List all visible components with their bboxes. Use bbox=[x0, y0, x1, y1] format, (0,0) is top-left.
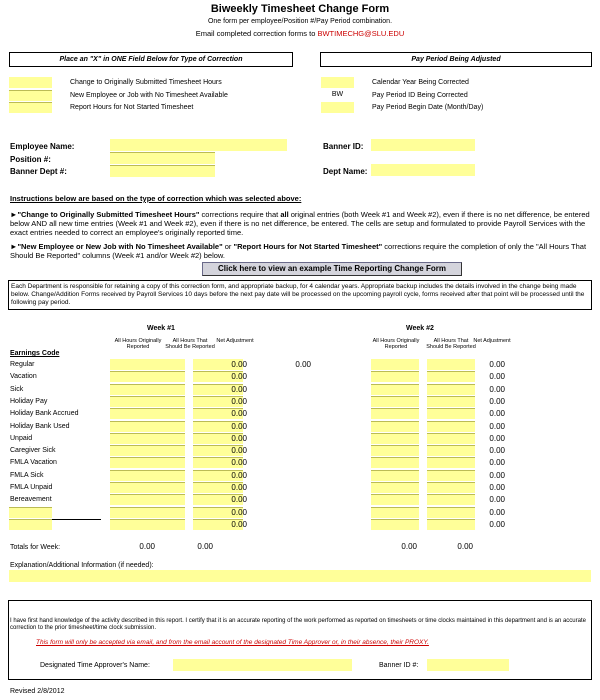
w2-col-original-header: All Hours Originally Reported bbox=[372, 338, 420, 350]
w1-net-value: 0.00 bbox=[231, 384, 247, 394]
earnings-code-label: Holiday Pay bbox=[10, 397, 48, 405]
w1-col-net-header: Net Adjustment bbox=[216, 338, 254, 344]
w1-net-value: 0.00 bbox=[231, 483, 247, 492]
w1-net-value: 0.00 bbox=[231, 446, 247, 456]
w1-net-value: 0.00 bbox=[231, 519, 247, 529]
w1-col-original-header: All Hours Originally Reported bbox=[114, 338, 162, 350]
w2-net-value: 0.00 bbox=[489, 384, 505, 394]
correction-option-1-label: Change to Originally Submitted Timesheet Hours bbox=[70, 79, 222, 86]
instruction-paragraph-2 bbox=[10, 242, 590, 260]
w2-net-value: 0.00 bbox=[489, 483, 505, 492]
pay-period-begin-input[interactable] bbox=[321, 102, 354, 113]
approver-banner-input[interactable] bbox=[427, 659, 509, 671]
w1-net-value: 0.00 bbox=[231, 372, 247, 382]
earnings-code-input[interactable] bbox=[9, 507, 52, 518]
instruction-1-bold: "Change to Originally Submitted Timesheet Hours" bbox=[17, 210, 200, 219]
w1-original-input[interactable] bbox=[110, 421, 185, 432]
banner-id-input[interactable] bbox=[371, 139, 475, 151]
correction-option-3-label: Report Hours for Not Started Timesheet bbox=[70, 104, 194, 111]
w1-original-input[interactable] bbox=[110, 396, 185, 407]
earnings-code-label: Holiday Bank Accrued bbox=[10, 410, 79, 418]
code-underline bbox=[52, 519, 101, 520]
w2-net-value: 0.00 bbox=[489, 433, 505, 443]
w1-original-input[interactable] bbox=[110, 408, 185, 419]
w1-original-input[interactable] bbox=[110, 482, 185, 493]
w1-net-value: 0.00 bbox=[231, 421, 247, 431]
w1-original-input[interactable] bbox=[110, 507, 185, 518]
w1-total-should: 0.00 bbox=[197, 542, 213, 551]
w2-net-value: 0.00 bbox=[489, 372, 505, 382]
instruction-1-all: all bbox=[280, 210, 289, 219]
w1-original-input[interactable] bbox=[110, 433, 185, 444]
example-form-button[interactable]: Click here to view an example Time Reporting Change Form bbox=[202, 262, 462, 276]
w2-total-should: 0.00 bbox=[457, 542, 473, 551]
email-line bbox=[0, 29, 600, 38]
email-prefix: Email completed correction forms to bbox=[195, 29, 318, 38]
revised-date: Revised 2/8/2012 bbox=[10, 688, 65, 695]
explanation-label: Explanation/Additional Information (if needed): bbox=[10, 562, 154, 569]
w2-col-should-header: All Hours That Should Be Reported bbox=[426, 338, 476, 350]
w1-net-value: 0.00 bbox=[231, 507, 247, 517]
w1-original-input[interactable] bbox=[110, 519, 185, 530]
row-net-total: 0.00 bbox=[295, 360, 311, 369]
pay-period-heading: Pay Period Being Adjusted bbox=[320, 52, 592, 67]
w1-original-input[interactable] bbox=[110, 359, 185, 370]
w2-net-value: 0.00 bbox=[489, 470, 505, 480]
bullet-icon: ► bbox=[10, 242, 18, 251]
approver-name-label: Designated Time Approver's Name: bbox=[40, 662, 150, 669]
correction-option-2-label: New Employee or Job with No Timesheet Available bbox=[70, 92, 228, 99]
earnings-code-label: Sick bbox=[10, 385, 24, 393]
earnings-code-input[interactable] bbox=[9, 519, 52, 530]
w2-net-value: 0.00 bbox=[489, 409, 505, 419]
bullet-icon: ► bbox=[10, 210, 18, 219]
dept-name-input[interactable] bbox=[371, 164, 475, 176]
position-input[interactable] bbox=[110, 152, 215, 164]
w1-net-value: 0.00 bbox=[231, 458, 247, 468]
w2-original-input[interactable] bbox=[371, 470, 419, 481]
week2-title: Week #2 bbox=[406, 325, 434, 332]
banner-dept-input[interactable] bbox=[110, 165, 215, 177]
calendar-year-label: Calendar Year Being Corrected bbox=[372, 79, 469, 86]
w1-original-input[interactable] bbox=[110, 445, 185, 456]
w2-original-input[interactable] bbox=[371, 433, 419, 444]
w2-net-value: 0.00 bbox=[489, 446, 505, 456]
earnings-code-label: Regular bbox=[10, 361, 35, 368]
w1-net-value: 0.00 bbox=[231, 396, 247, 406]
w2-net-value: 0.00 bbox=[489, 421, 505, 431]
earnings-code-label: Bereavement bbox=[10, 496, 52, 504]
w1-col-should-header: All Hours That Should Be Reported bbox=[165, 338, 215, 350]
banner-id-label: Banner ID: bbox=[323, 142, 364, 151]
employee-name-input[interactable] bbox=[110, 139, 287, 151]
instruction-paragraph-1 bbox=[10, 210, 590, 237]
instruction-2-rest: corrections require the completion of only the "All Hours That Should Be Reported" columns (Week #1 and/or Week #2) below. bbox=[10, 242, 587, 260]
calendar-year-input[interactable] bbox=[321, 77, 354, 88]
pay-period-id-label: Pay Period ID Being Corrected bbox=[372, 92, 468, 99]
w1-total-original: 0.00 bbox=[139, 542, 155, 551]
correction-option-1-box[interactable] bbox=[9, 77, 52, 88]
w2-net-value: 0.00 bbox=[489, 458, 505, 468]
w1-net-value: 0.00 bbox=[231, 470, 247, 480]
earnings-code-header: Earnings Code bbox=[10, 350, 60, 357]
form-title: Biweekly Timesheet Change Form bbox=[210, 3, 390, 15]
w2-col-net-header: Net Adjustment bbox=[473, 338, 511, 344]
w2-original-input[interactable] bbox=[371, 371, 419, 382]
instruction-1-text-a: corrections require that bbox=[199, 210, 281, 219]
w2-net-value: 0.00 bbox=[489, 396, 505, 406]
week1-title: Week #1 bbox=[147, 325, 175, 332]
w1-original-input[interactable] bbox=[110, 371, 185, 382]
dept-name-label: Dept Name: bbox=[323, 167, 368, 176]
earnings-code-label: Unpaid bbox=[10, 434, 33, 442]
explanation-input[interactable] bbox=[9, 570, 591, 582]
w2-original-input[interactable] bbox=[371, 482, 419, 493]
totals-label: Totals for Week: bbox=[10, 544, 61, 551]
w2-original-input[interactable] bbox=[371, 359, 419, 370]
email-link[interactable]: BWTIMECHG@SLU.EDU bbox=[317, 29, 405, 38]
w2-total-original: 0.00 bbox=[401, 542, 417, 551]
w1-original-input[interactable] bbox=[110, 494, 185, 505]
w2-net-value: 0.00 bbox=[489, 360, 505, 369]
earnings-code-label: Vacation bbox=[10, 373, 37, 381]
w2-net-value: 0.00 bbox=[489, 519, 505, 529]
w1-original-input[interactable] bbox=[110, 470, 185, 481]
w2-original-input[interactable] bbox=[371, 396, 419, 407]
form-subtitle: One form per employee/Position #/Pay Period combination. bbox=[207, 18, 393, 25]
earnings-code-label: FMLA Sick bbox=[10, 471, 44, 479]
correction-option-2-box[interactable] bbox=[9, 90, 52, 101]
instruction-1-text-b: original entries (both Week #1 and Week #2), even if there is no net difference, be entered below AND all new time entries (Week #1 and Week #2), even if there is no net difference, be entered. The cells are setup and formulated to provide Payroll Services with the exact entries needed to correct an employee's originally reported time. bbox=[10, 210, 590, 237]
earnings-code-label: Holiday Bank Used bbox=[10, 422, 70, 430]
approver-name-input[interactable] bbox=[173, 659, 352, 671]
w1-original-input[interactable] bbox=[110, 384, 185, 395]
retention-note: Each Department is responsible for retaining a copy of this correction form, and appropriate backup, for 4 calendar years. Appropriate backup includes the details involved in the change being made below. Change/Addition Forms received by Payroll Services 10 days before the next pay date will be processed on the upcoming payroll cycle, forms received after that point will be processed until the following pay period. bbox=[8, 280, 592, 310]
earnings-code-label: FMLA Vacation bbox=[10, 459, 57, 467]
employee-name-label: Employee Name: bbox=[10, 142, 75, 151]
w1-net-value: 0.00 bbox=[231, 409, 247, 419]
instruction-2-bold-1: "New Employee or New Job with No Timesheet Available" bbox=[17, 242, 223, 251]
w2-original-input[interactable] bbox=[371, 494, 419, 505]
earnings-code-label: Caregiver Sick bbox=[10, 447, 56, 455]
w1-original-input[interactable] bbox=[110, 457, 185, 468]
position-label: Position #: bbox=[10, 155, 51, 164]
banner-dept-label: Banner Dept #: bbox=[10, 167, 67, 176]
w2-original-input[interactable] bbox=[371, 507, 419, 518]
w2-original-input[interactable] bbox=[371, 408, 419, 419]
pay-period-begin-label: Pay Period Begin Date (Month/Day) bbox=[372, 104, 484, 111]
w2-original-input[interactable] bbox=[371, 519, 419, 530]
w2-net-value: 0.00 bbox=[489, 507, 505, 517]
earnings-code-label: FMLA Unpaid bbox=[10, 484, 53, 491]
instruction-2-bold-2: "Report Hours for Not Started Timesheet" bbox=[233, 242, 383, 251]
w1-net-value: 0.00 bbox=[231, 495, 247, 505]
w1-net-value: 0.00 bbox=[231, 433, 247, 443]
approver-banner-label: Banner ID #: bbox=[379, 662, 419, 669]
certification-text: I have first hand knowledge of the activity described in this report. I certify that it is an accurate reporting of the work performed as reported on timesheets or time clocks maintained in this department and is an accurate correction to the prior timesheet/time clock submission. bbox=[10, 618, 586, 631]
correction-type-heading: Place an "X" in ONE Field Below for Type of Correction bbox=[9, 52, 293, 67]
w2-original-input[interactable] bbox=[371, 445, 419, 456]
instruction-2-or: or bbox=[222, 242, 234, 251]
w2-original-input[interactable] bbox=[371, 457, 419, 468]
correction-option-3-box[interactable] bbox=[9, 102, 52, 113]
instructions-heading: Instructions below are based on the type of correction which was selected above: bbox=[10, 194, 302, 203]
w2-original-input[interactable] bbox=[371, 384, 419, 395]
email-warning: This form will only be accepted via email, and from the email account of the designated Time Approver or, in their absence, their PROXY. bbox=[36, 639, 429, 646]
w2-net-value: 0.00 bbox=[489, 495, 505, 505]
pay-period-id-input[interactable]: BW bbox=[331, 91, 344, 98]
w1-net-value: 0.00 bbox=[231, 360, 247, 369]
w2-original-input[interactable] bbox=[371, 421, 419, 432]
